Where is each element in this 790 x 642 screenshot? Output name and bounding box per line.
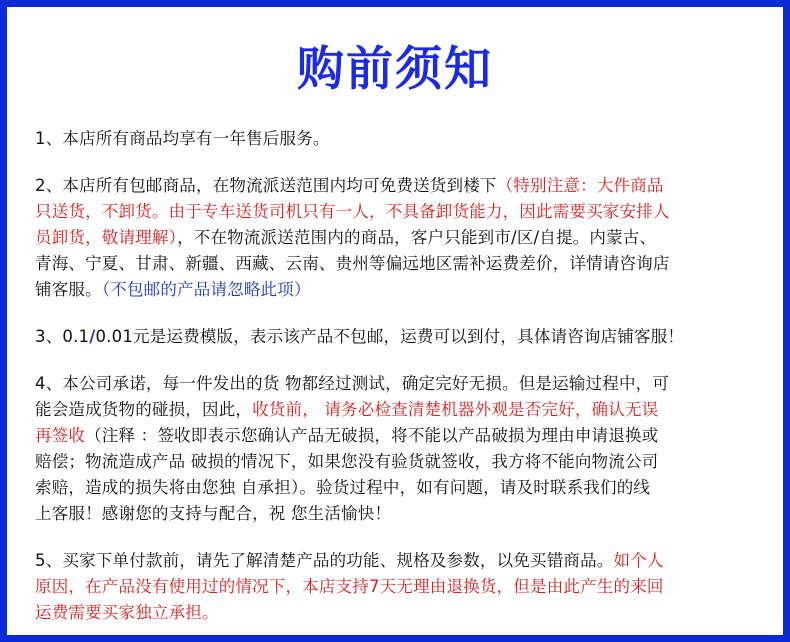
item-5-warning-c: 运费需要买家独立承担。 (35, 603, 219, 622)
notice-item-4 (35, 371, 775, 527)
item-4-text-a: 4、本公司承诺，每一件发出的货 物都经过测试，确定完好无损。但是运输过程中，可 (35, 374, 670, 393)
item-1-text: 1、本店所有商品均享有一年售后服务。 (35, 129, 330, 148)
item-4-text-b: 能会造成货物的碰损，因此， (35, 400, 253, 419)
item-2-text-d: 铺客服。 (35, 280, 102, 299)
item-4-text-d: 赔偿；物流造成产品 破损的情况下，如果您没有验货就签收，我方将不能向物流公司 (35, 452, 659, 471)
item-2-text-a: 2、本店所有包邮商品，在物流派送范围内均可免费送货到楼下 (35, 176, 497, 195)
item-3-text-b: 0.01元是运费模版，表示该产品不包邮，运费可以到付，具体请咨询店铺客服！ (95, 327, 685, 346)
item-5-warning-b: 原因，在产品没有使用过的情况下，本店支持7天无理由退换货，但是由此产生的来回 (35, 577, 664, 596)
item-2-note: （不包邮的产品请忽略此项） (101, 280, 311, 299)
notice-item-5 (35, 548, 775, 626)
notice-body (35, 126, 775, 626)
item-5-text-a: 5、买家下单付款前，请先了解清楚产品的功能、规格及参数，以免买错商品。 (35, 551, 614, 570)
page-title: 购前须知 (297, 42, 493, 97)
item-4-warning-a: 收货前， 请务必检查清楚机器外观是否完好，确认无误 (252, 400, 659, 419)
item-2-warning-c: 员卸货，敬请理解） (35, 228, 178, 247)
item-4-text-c: （注释 ：签收即表示您确认产品无破损，将不能以产品破损为理由申请退换或 (85, 426, 659, 445)
notice-item-1 (35, 126, 775, 152)
item-3-slash: / (89, 327, 96, 346)
notice-item-2 (35, 173, 775, 303)
item-3-text-a: 3、0.1 (35, 327, 90, 346)
notice-item-3 (35, 324, 775, 350)
item-2-warning-a: （特别注意：大件商品 (496, 176, 664, 195)
item-4-warning-b: 再签收 (35, 426, 86, 445)
item-5-warning-a: 如个人 (613, 551, 664, 570)
item-2-warning-b: 只送货，不卸货。由于专车送货司机只有一人，不具备卸货能力，因此需要买家安排人 (35, 202, 670, 221)
item-2-text-b: ，不在物流派送范围内的商品，客户只能到市/区/自提。内蒙古、 (177, 228, 657, 247)
item-2-text-c: 青海、宁夏、甘肃、新疆、西藏、云南、贵州等偏远地区需补运费差价，详情请咨询店 (35, 254, 670, 273)
item-4-text-e: 索赔，造成的损失将由您独 自承担）。验货过程中，如有问题，请及时联系我们的线 (35, 478, 651, 497)
item-4-text-f: 上客服！感谢您的支持与配合，祝 您生活愉快！ (35, 504, 392, 523)
